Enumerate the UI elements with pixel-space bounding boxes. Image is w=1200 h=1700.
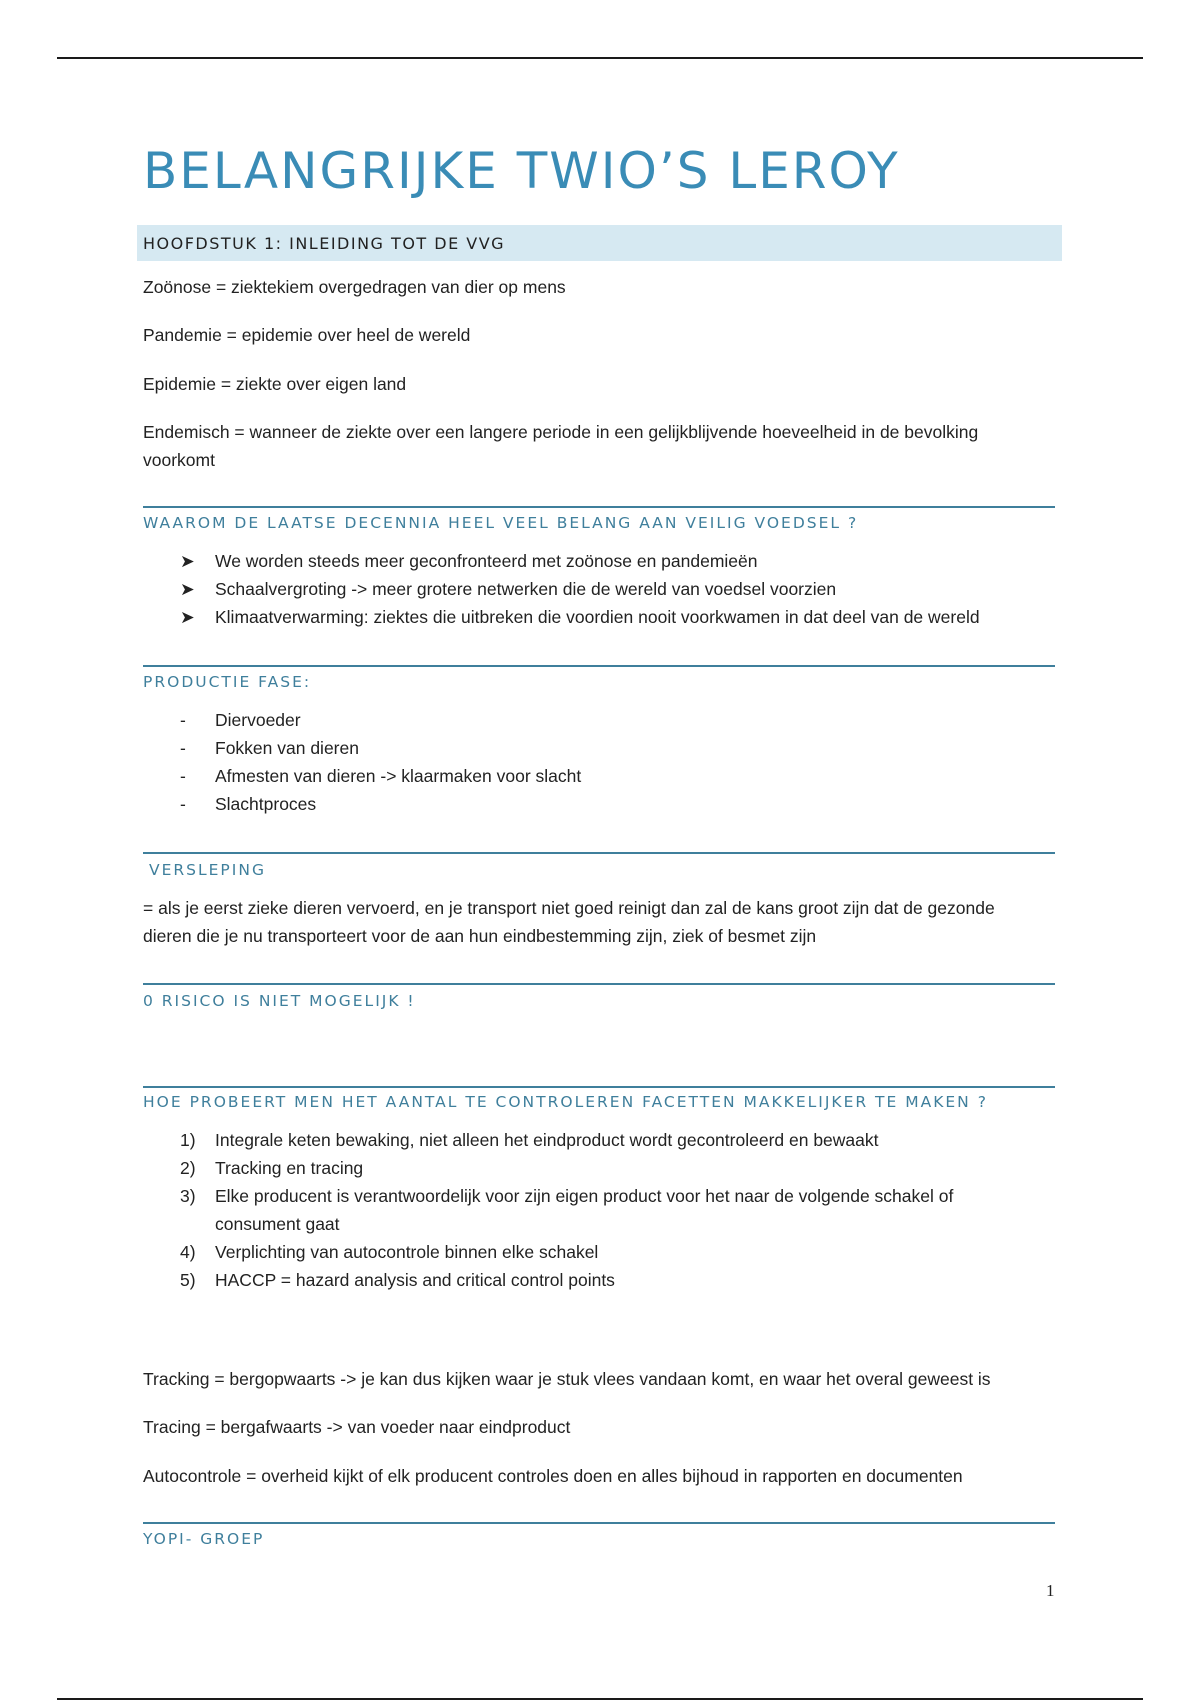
list-item: - Slachtproces xyxy=(180,790,1040,818)
definition-tracking: Tracking = bergopwaarts -> je kan dus kijken waar je stuk vlees vandaan komt, en waar het overal geweest is xyxy=(143,1369,991,1389)
section-heading-productie: PRODUCTIE FASE: xyxy=(143,673,312,691)
list-number: 2) xyxy=(180,1158,196,1178)
list-number: 3) xyxy=(180,1186,196,1206)
arrow-bullet-icon: ➤ xyxy=(180,579,195,599)
list-item: 2) Tracking en tracing xyxy=(180,1154,1040,1182)
definition-pandemie: Pandemie = epidemie over heel de wereld xyxy=(143,325,471,345)
section-rule-waarom xyxy=(143,506,1055,508)
arrow-bullet-icon: ➤ xyxy=(180,551,195,571)
definition-tracing: Tracing = bergafwaarts -> van voeder naar eindproduct xyxy=(143,1417,571,1437)
definition-epidemie: Epidemie = ziekte over eigen land xyxy=(143,374,407,394)
document-title: BELANGRIJKE TWIO’S LEROY xyxy=(143,142,900,200)
list-number: 4) xyxy=(180,1242,196,1262)
list-item: - Afmesten van dieren -> klaarmaken voor slacht xyxy=(180,762,1040,790)
section-heading-facetten: HOE PROBEERT MEN HET AANTAL TE CONTROLEREN FACETTEN MAKKELIJKER TE MAKEN ? xyxy=(143,1093,988,1111)
list-item: ➤ Schaalvergroting -> meer grotere netwerken die de wereld van voedsel voorzien xyxy=(180,575,1040,603)
section-heading-waarom: WAAROM DE LAATSE DECENNIA HEEL VEEL BELANG AAN VEILIG VOEDSEL ? xyxy=(143,514,859,532)
dash-bullet: - xyxy=(180,766,186,786)
section-rule-versleping xyxy=(143,852,1055,854)
page-header-rule xyxy=(57,57,1143,59)
definition-zoonose: Zoönose = ziektekiem overgedragen van dier op mens xyxy=(143,277,566,297)
list-item: 4) Verplichting van autocontrole binnen elke schakel xyxy=(180,1238,1040,1266)
section-rule-yopi xyxy=(143,1522,1055,1524)
page-number: 1 xyxy=(1046,1581,1055,1600)
list-item: - Diervoeder xyxy=(180,706,1040,734)
dash-bullet: - xyxy=(180,710,186,730)
definition-autocontrole: Autocontrole = overheid kijkt of elk producent controles doen en alles bijhoud in rapporten en documenten xyxy=(143,1466,963,1486)
definition-endemisch: Endemisch = wanneer de ziekte over een langere periode in een gelijkblijvende hoeveelheid in de bevolking voorkomt xyxy=(143,422,979,470)
list-item: 3) Elke producent is verantwoordelijk voor zijn eigen product voor het naar de volgende schakel of consument gaat xyxy=(180,1182,1040,1238)
dash-bullet: - xyxy=(180,794,186,814)
arrow-bullet-icon: ➤ xyxy=(180,607,195,627)
section-rule-productie xyxy=(143,665,1055,667)
section-rule-facetten xyxy=(143,1086,1055,1088)
section-heading-versleping: VERSLEPING xyxy=(149,861,266,879)
section-heading-risico: 0 RISICO IS NIET MOGELIJK ! xyxy=(143,992,416,1010)
chapter-heading: HOOFDSTUK 1: INLEIDING TOT DE VVG xyxy=(143,234,506,253)
list-item: 5) HACCP = hazard analysis and critical control points xyxy=(180,1266,1040,1294)
dash-bullet: - xyxy=(180,738,186,758)
section-rule-risico xyxy=(143,983,1055,985)
list-item: 1) Integrale keten bewaking, niet alleen het eindproduct wordt gecontroleerd en bewaakt xyxy=(180,1126,1040,1154)
list-item: ➤ Klimaatverwarming: ziektes die uitbreken die voordien nooit voorkwamen in dat deel van de wereld xyxy=(180,603,1040,631)
list-number: 1) xyxy=(180,1130,196,1150)
list-item: ➤ We worden steeds meer geconfronteerd met zoönose en pandemieën xyxy=(180,547,1040,575)
list-item: - Fokken van dieren xyxy=(180,734,1040,762)
list-number: 5) xyxy=(180,1270,196,1290)
section-heading-yopi: YOPI- GROEP xyxy=(143,1530,265,1548)
versleping-text: = als je eerst zieke dieren vervoerd, en je transport niet goed reinigt dan zal de kans groot zijn dat de gezonde dieren die je nu transporteert voor de aan hun eindbestemming zijn, ziek of besmet zijn xyxy=(143,898,995,946)
